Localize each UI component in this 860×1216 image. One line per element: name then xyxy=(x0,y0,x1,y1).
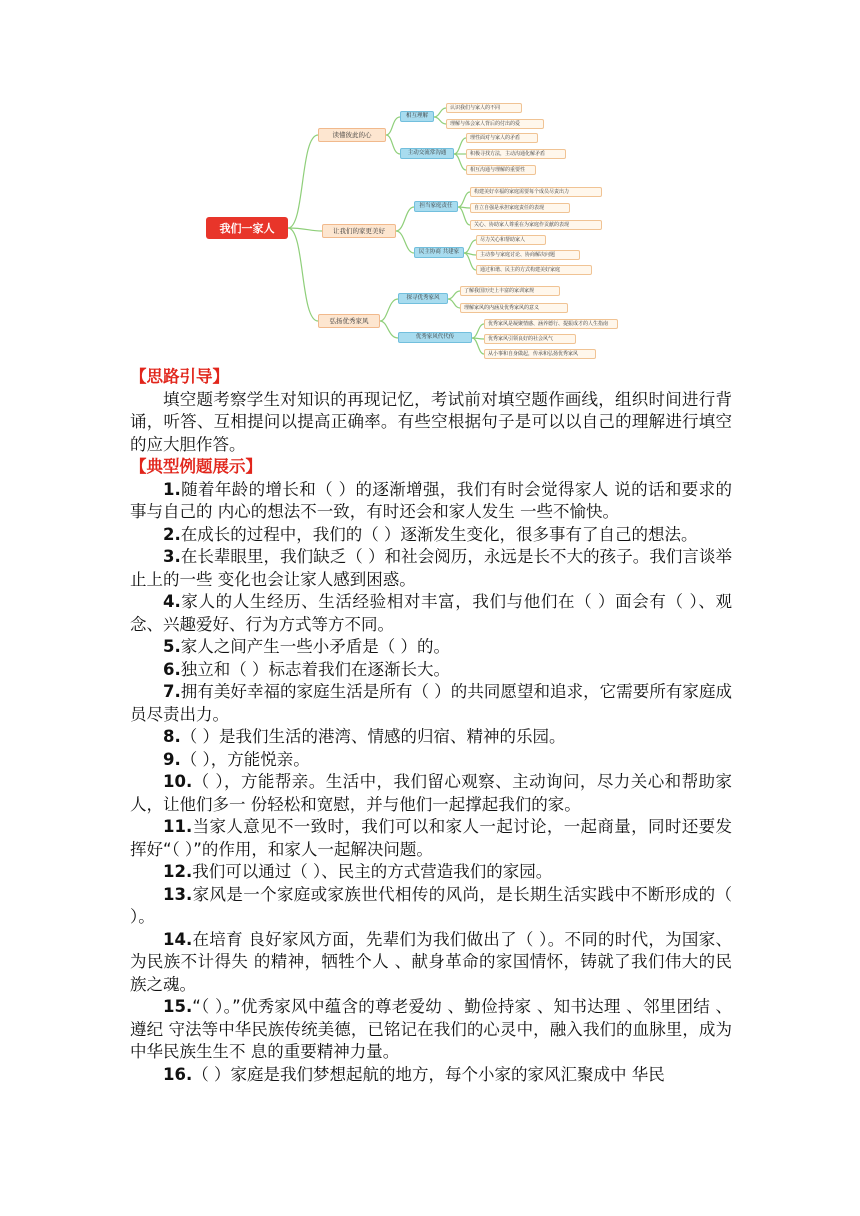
mind-map-leaf: 关心、协助家人尊重在为家庭作贡献的表现 xyxy=(470,220,602,230)
question-item xyxy=(130,884,732,929)
examples-heading: 【典型例题展示】 xyxy=(130,457,262,476)
question-text: （ ），方能帮亲。生活中，我们留心观察、主动询问，尽力关心和帮助家人，让他们多一 份轻松和宽慰，并与他们一起撑起我们的家。 xyxy=(130,772,732,814)
mind-map-subbranch: 相互理解 xyxy=(400,111,434,122)
mind-map-subbranch: 优秀家风代代传 xyxy=(398,332,472,343)
question-text: 独立和（ ）标志着我们在逐渐长大。 xyxy=(180,659,450,679)
question-number: 14. xyxy=(163,929,193,949)
question-text: 在培育 良好家风方面，先辈们为我们做出了（ ）。不同的时代，为国家、为民族不计得失 的精神，牺牲个人 、献身革命的家国情怀，铸就了我们伟大的民族之魂。 xyxy=(130,929,732,994)
question-text: 当家人意见不一致时，我们可以和家人一起讨论，一起商量，同时还要发挥好“（ ）”的作用，和家人一起解决问题。 xyxy=(130,817,732,859)
question-text: “（ ）。”优秀家风中蕴含的尊老爱幼 、勤俭持家 、知书达理 、邻里团结 、遵纪 守法等中华民族传统美德，已铭记在我们的心灵中，融入我们的血脉里，成为中华民族生生不 息的重要精神力量。 xyxy=(130,997,732,1061)
mind-map-subbranch: 主动交流常沟通 xyxy=(400,148,454,159)
question-item xyxy=(130,636,732,659)
question-number: 3. xyxy=(163,547,181,566)
mind-map-subbranch: 担当家庭责任 xyxy=(414,201,458,212)
question-text: （ ），方能悦亲。 xyxy=(180,749,310,769)
question-text: 我们可以通过（ ）、民主的方式营造我们的家园。 xyxy=(192,862,553,881)
question-number: 7. xyxy=(163,682,181,701)
question-item xyxy=(130,861,732,884)
mind-map-leaf: 主动参与家庭讨论、协商解决问题 xyxy=(476,250,580,260)
mind-map-root: 我们一家人 xyxy=(206,217,288,239)
question-item xyxy=(130,546,732,591)
mind-map-leaf: 相互沟通与理解的重要性 xyxy=(466,165,536,175)
question-text: （ ）家庭是我们梦想起航的地方，每个小家的家风汇聚成中 华民 xyxy=(192,1064,665,1084)
question-text: 拥有美好幸福的家庭生活是所有（ ）的共同愿望和追求，它需要所有家庭成员尽责出力。 xyxy=(130,682,732,724)
question-text: 在成长的过程中，我们的（ ）逐渐发生变化，很多事有了自己的想法。 xyxy=(180,524,698,544)
mind-map-leaf: 优秀家风引领良好的社会风气 xyxy=(484,334,576,344)
mind-map xyxy=(200,95,620,365)
question-item xyxy=(130,771,732,816)
question-number: 11. xyxy=(163,817,193,836)
question-item xyxy=(130,524,732,547)
guide-paragraph: 填空题考察学生对知识的再现记忆，考试前对填空题作画线，组织时间进行背诵，听答、互相提问以提高正确率。有些空根据句子是可以以自己的理解进行填空的应大胆作答。 xyxy=(130,389,732,454)
mind-map-subbranch: 探寻优秀家风 xyxy=(398,293,448,304)
question-number: 2. xyxy=(163,524,181,544)
question-number: 6. xyxy=(163,659,181,679)
question-text: 家风是一个家庭或家族世代相传的风尚，是长期生活实践中不断形成的（ ）。 xyxy=(130,884,732,926)
mind-map-branch: 读懂彼此的心 xyxy=(318,128,386,142)
question-text: 家人之间产生一些小矛盾是（ ）的。 xyxy=(180,637,450,656)
question-item xyxy=(130,1064,732,1087)
question-text: 随着年龄的增长和（ ）的逐渐增强，我们有时会觉得家人 说的话和要求的事与自己的 内心的想法不一致，有时还会和家人发生 一些不愉快。 xyxy=(130,479,732,521)
mind-map-leaf: 理性面对与家人的矛盾 xyxy=(466,133,538,143)
question-item xyxy=(130,929,732,997)
question-number: 13. xyxy=(163,884,193,904)
question-item xyxy=(130,659,732,682)
mind-map-leaf: 理解家风的内涵及优秀家风的意义 xyxy=(460,303,568,313)
mind-map-branch: 弘扬优秀家风 xyxy=(318,314,380,328)
guide-heading: 【思路引导】 xyxy=(130,367,229,386)
question-text: （ ）是我们生活的港湾、情感的归宿、精神的乐园。 xyxy=(180,727,566,746)
question-number: 16. xyxy=(163,1064,193,1084)
question-number: 9. xyxy=(163,749,181,769)
mind-map-leaf: 积极寻找方法，主动沟通化解矛盾 xyxy=(466,149,566,159)
question-item xyxy=(130,591,732,636)
question-text: 在长辈眼里，我们缺乏（ ）和社会阅历，永远是长不大的孩子。我们言谈举止上的一些 变化也会让家人感到困惑。 xyxy=(130,547,732,589)
mind-map-leaf: 认识我们与家人的不同 xyxy=(446,103,522,113)
mind-map-leaf: 了解我国历史上丰富的家训家规 xyxy=(460,286,560,296)
question-item xyxy=(130,681,732,726)
mind-map-leaf: 从小事和自身做起，传承和弘扬优秀家风 xyxy=(484,349,596,359)
mind-map-leaf: 通过和谐、民主的方式构建美好家庭 xyxy=(476,265,592,275)
question-number: 4. xyxy=(163,592,181,611)
mind-map-subbranch: 民主协商 共建家 xyxy=(414,247,464,258)
question-item xyxy=(130,749,732,772)
question-number: 10. xyxy=(163,772,193,791)
mind-map-leaf: 优秀家风是凝聚情感、涵养德行、提振成才的人生指南 xyxy=(484,319,618,329)
document-body xyxy=(130,366,732,1086)
question-number: 15. xyxy=(163,997,193,1016)
mind-map-branch: 让我们的家更美好 xyxy=(322,224,396,238)
mind-map-leaf: 尽力关心和帮助家人 xyxy=(476,235,546,245)
question-number: 12. xyxy=(163,862,193,881)
mind-map-leaf: 构建美好幸福的家庭需要每个成员尽责出力 xyxy=(470,187,602,197)
mind-map-leaf: 理解与体会家人背后的付出的爱 xyxy=(446,119,544,129)
question-text: 家人的人生经历、生活经验相对丰富，我们与他们在（ ）面会有（ ）、观念、兴趣爱好、行为方式等方不同。 xyxy=(130,592,732,634)
question-item xyxy=(130,996,732,1064)
question-number: 5. xyxy=(163,637,181,656)
question-number: 1. xyxy=(163,479,181,499)
question-item xyxy=(130,816,732,861)
question-number: 8. xyxy=(163,727,181,746)
question-item xyxy=(130,726,732,749)
question-item xyxy=(130,479,732,524)
mind-map-leaf: 自立自强是承担家庭责任的表现 xyxy=(470,203,570,213)
